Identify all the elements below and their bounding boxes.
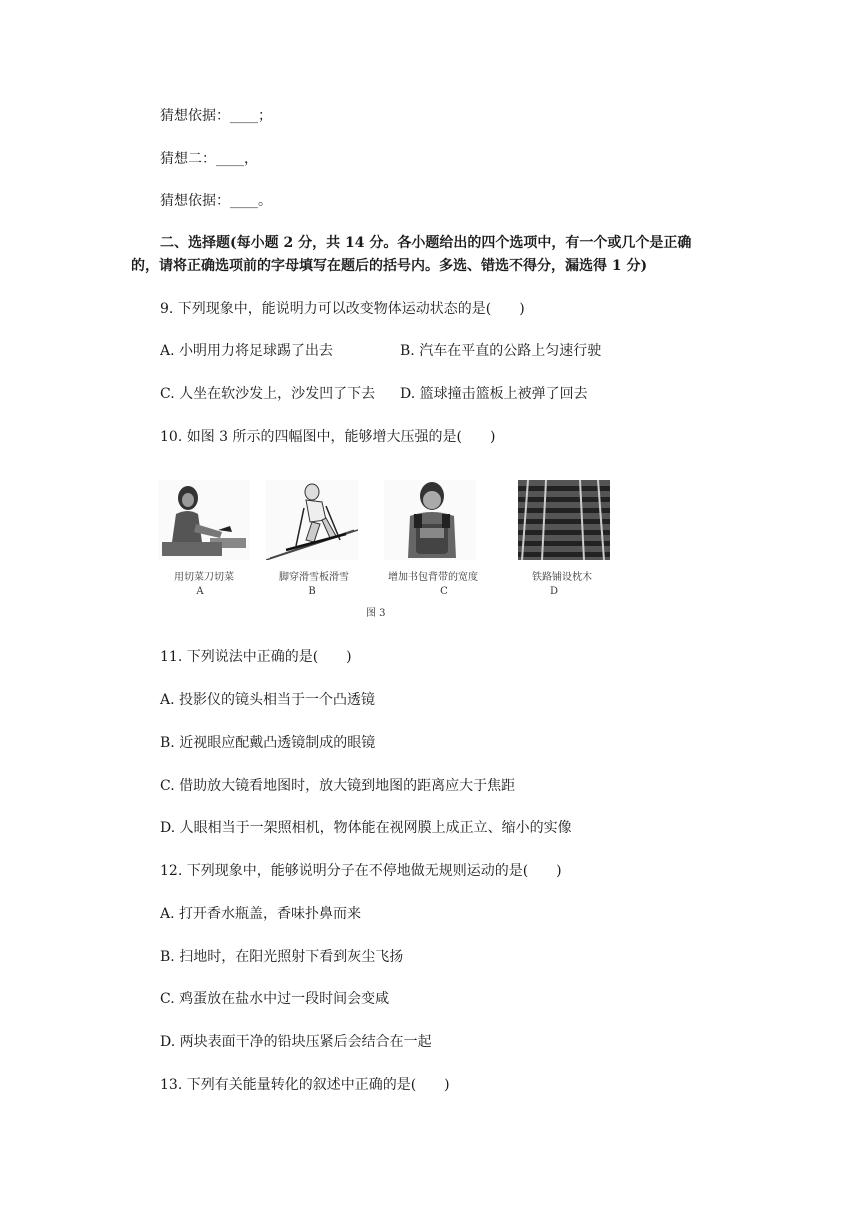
figure-label: 图 3 (366, 608, 386, 619)
section-heading-line2: 的，请将正确选项前的字母填写在题后的括号内。多选、错选不得分，漏选得 1 分) (131, 258, 648, 274)
railway-image (518, 480, 610, 560)
q11-stem: 11. 下列说法中正确的是( ) (160, 649, 352, 665)
q12-option-b: B. 扫地时，在阳光照射下看到灰尘飞扬 (160, 949, 404, 965)
q9-stem: 9. 下列现象中，能说明力可以改变物体运动状态的是( ) (160, 301, 525, 317)
caption-c: 增加书包背带的宽度 (388, 572, 478, 583)
q12-stem: 12. 下列现象中，能够说明分子在不停地做无规则运动的是( ) (160, 863, 562, 879)
caption-b: 脚穿滑雪板滑雪 (279, 572, 349, 583)
q12-option-c: C. 鸡蛋放在盐水中过一段时间会变咸 (160, 991, 390, 1007)
q11-option-d: D. 人眼相当于一架照相机，物体能在视网膜上成正立、缩小的实像 (160, 820, 572, 836)
caption-a: 用切菜刀切菜 (174, 572, 234, 583)
figure-3 (158, 480, 618, 620)
q9-option-d: D. 篮球撞击篮板上被弹了回去 (400, 386, 588, 402)
q10-stem: 10. 如图 3 所示的四幅图中，能够增大压强的是( ) (160, 429, 496, 445)
q13-stem: 13. 下列有关能量转化的叙述中正确的是( ) (160, 1077, 450, 1093)
letter-a: A (196, 586, 204, 597)
q12-option-a: A. 打开香水瓶盖，香味扑鼻而来 (160, 906, 362, 922)
q9-option-a: A. 小明用力将足球踢了出去 (160, 343, 334, 359)
letter-d: D (549, 586, 559, 597)
section-heading-line1: 二、选择题(每小题 2 分，共 14 分。各小题给出的四个选项中，有一个或几个是正确 (160, 235, 692, 251)
q9-option-b: B. 汽车在平直的公路上匀速行驶 (400, 343, 602, 359)
letter-c: C (440, 586, 448, 597)
q9-option-c: C. 人坐在软沙发上，沙发凹了下去 (160, 386, 376, 402)
q11-option-a: A. 投影仪的镜头相当于一个凸透镜 (160, 692, 376, 708)
caption-d: 铁路铺设枕木 (532, 572, 592, 583)
skier-image (266, 480, 358, 560)
guess-basis-1: 猜想依据：____； (160, 108, 272, 124)
guess-basis-2: 猜想依据：____。 (160, 193, 272, 209)
schoolbag-image (384, 480, 476, 560)
q11-option-b: B. 近视眼应配戴凸透镜制成的眼镜 (160, 735, 376, 751)
letter-b: B (308, 586, 316, 597)
q12-option-d: D. 两块表面干净的铅块压紧后会结合在一起 (160, 1034, 432, 1050)
knife-cutting-image (158, 480, 250, 560)
q11-option-c: C. 借助放大镜看地图时，放大镜到地图的距离应大于焦距 (160, 778, 516, 794)
guess-two: 猜想二：____， (160, 151, 258, 167)
